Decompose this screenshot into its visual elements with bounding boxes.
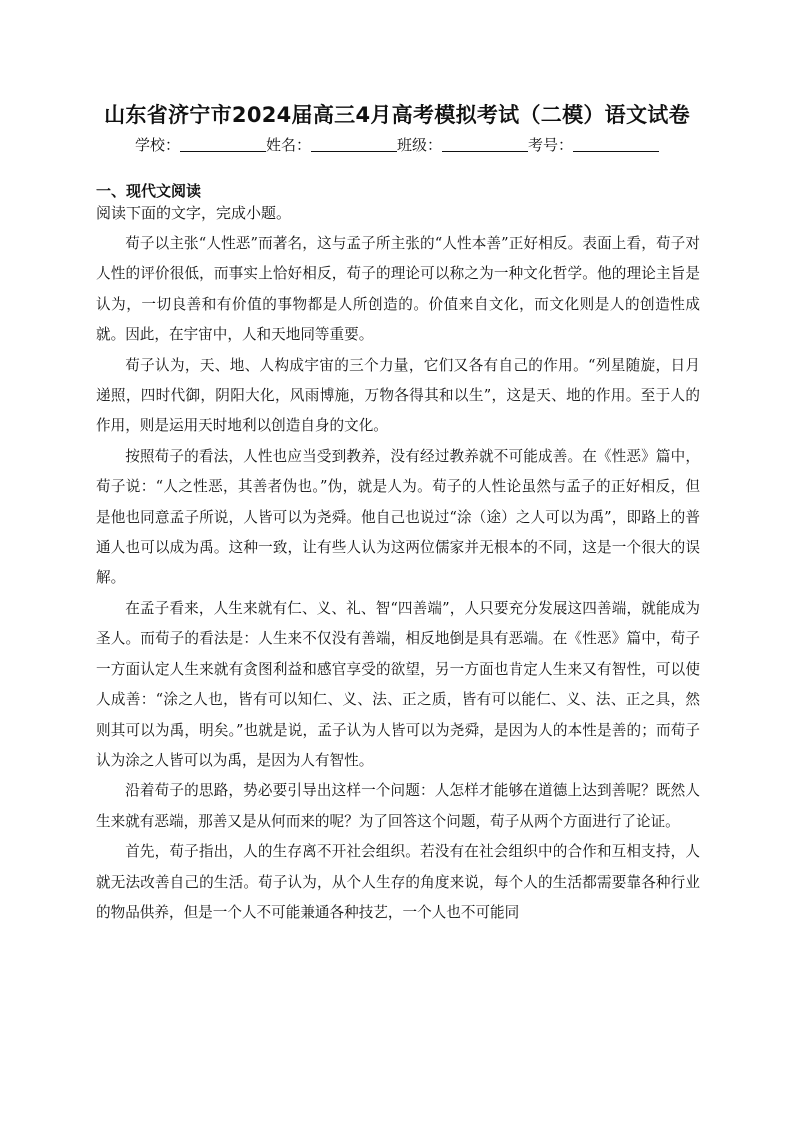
- name-blank: [311, 137, 397, 152]
- paragraph: 按照荀子的看法，人性也应当受到教养，没有经过教养就不可能成善。在《性恶》篇中，荀子说：“人之性恶，其善者伪也。”伪，就是人为。荀子的人性论虽然与孟子的正好相反，但是他也同意孟子所说，人皆可以为尧舜。他自己也说过“涂（途）之人可以为禹”，即路上的普通人也可以成为禹。这种一致，让有些人认为这两位儒家并无根本的不同，这是一个很大的误解。: [96, 447, 700, 587]
- class-label: 班级：: [397, 136, 443, 154]
- number-blank: [573, 137, 659, 152]
- school-blank: [180, 137, 266, 152]
- student-info-line: [0, 133, 794, 157]
- paragraph: 沿着荀子的思路，势必要引导出这样一个问题：人怎样才能够在道德上达到善呢？既然人生来就有恶端，那善又是从何而来的呢？为了回答这个问题，荀子从两个方面进行了论证。: [96, 782, 700, 830]
- school-label: 学校：: [134, 136, 180, 154]
- name-label: 姓名：: [265, 136, 311, 154]
- class-blank: [442, 137, 528, 152]
- instruction-text: 阅读下面的文字，完成小题。: [96, 204, 292, 222]
- paragraph: 在孟子看来，人生来就有仁、义、礼、智“四善端”，人只要充分发展这四善端，就能成为圣人。而荀子的看法是：人生来不仅没有善端，相反地倒是具有恶端。在《性恶》篇中，荀子一方面认定人生来就有贪图利益和感官享受的欲望，另一方面也肯定人生来又有智性，可以使人成善：“涂之人也，皆有可以知仁、义、法、正之质，皆有可以能仁、义、法、正之具，然则其可以为禹，明矣。”也就是说，孟子认为人皆可以为尧舜，是因为人的本性是善的；而荀子认为涂之人皆可以为禹，是因为人有智性。: [96, 599, 700, 769]
- section-heading: 一、现代文阅读: [96, 182, 202, 200]
- number-label: 考号：: [528, 136, 574, 154]
- paragraph: 荀子以主张“人性恶”而著名，这与孟子所主张的“人性本善”正好相反。表面上看，荀子对人性的评价很低，而事实上恰好相反，荀子的理论可以称之为一种文化哲学。他的理论主旨是认为，一切良善和有价值的事物都是人所创造的。价值来自文化，而文化则是人的创造性成就。因此，在宇宙中，人和天地同等重要。: [96, 235, 700, 344]
- paragraph: 荀子认为，天、地、人构成宇宙的三个力量，它们又各有自己的作用。“列星随旋，日月递照，四时代御，阴阳大化，风雨博施，万物各得其和以生”，这是天、地的作用。至于人的作用，则是运用天时地利以创造自身的文化。: [96, 356, 700, 435]
- reading-passage: [96, 229, 700, 928]
- paragraph: 首先，荀子指出，人的生存离不开社会组织。若没有在社会组织中的合作和互相支持，人就无法改善自己的生活。荀子认为，从个人生存的角度来说，每个人的生活都需要靠各种行业的物品供养，但是一个人不可能兼通各种技艺，一个人也不可能同: [96, 843, 700, 921]
- document-title: 山东省济宁市2024届高三4月高考模拟考试（二模）语文试卷: [104, 103, 690, 127]
